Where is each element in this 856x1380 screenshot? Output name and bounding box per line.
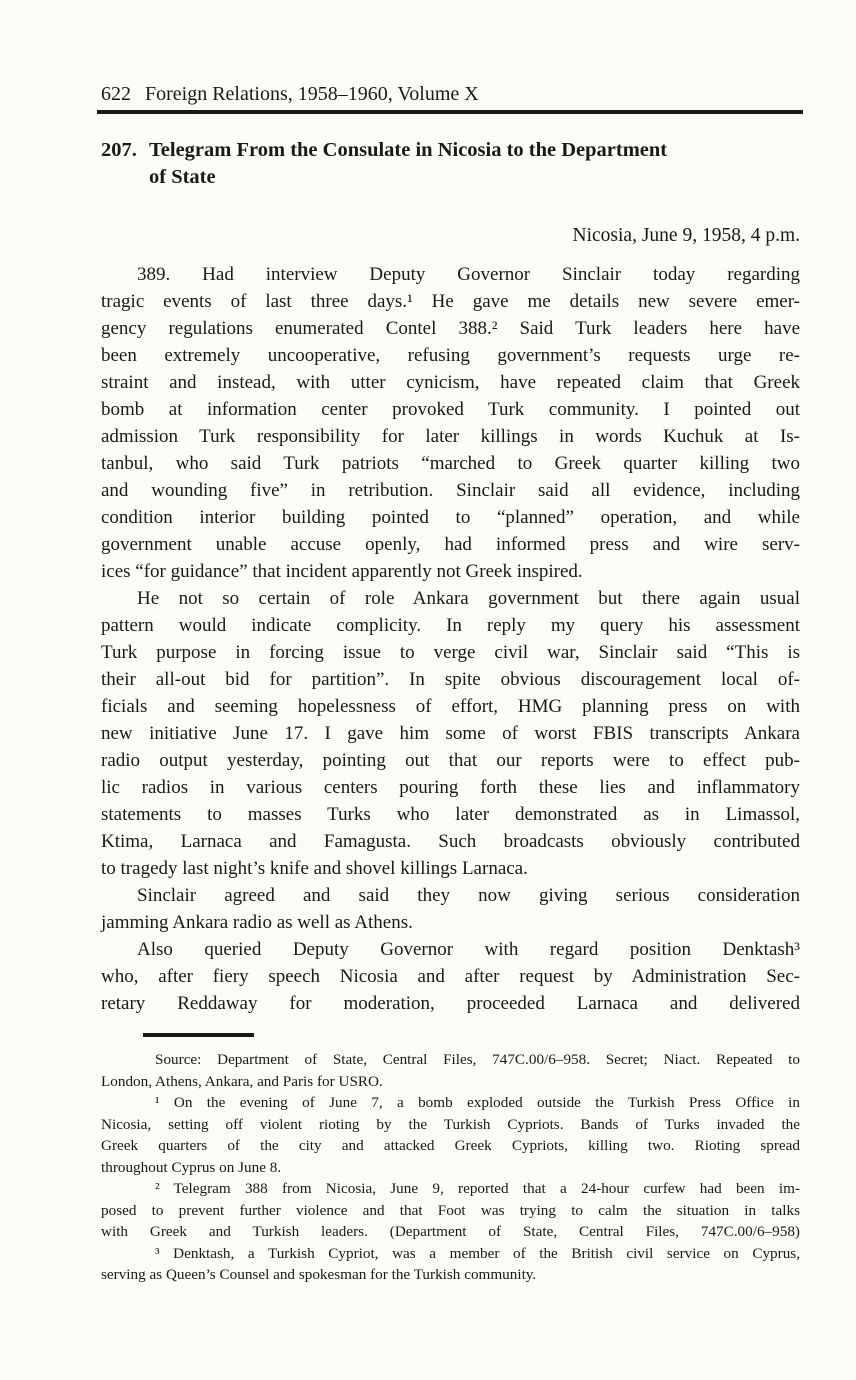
footnote-line: with Greek and Turkish leaders. (Department of State, Central Files, 747C.00/6–958) (101, 1223, 800, 1240)
body-line: retary Reddaway for moderation, proceeded Larnaca and delivered (101, 993, 800, 1014)
footnotes (101, 1049, 800, 1286)
body-line: bomb at information center provoked Turk community. I pointed out (101, 399, 800, 420)
body-line: Also queried Deputy Governor with regard position Denktash³ (137, 939, 800, 960)
dateline: Nicosia, June 9, 1958, 4 p.m. (572, 225, 800, 246)
body-line: admission Turk responsibility for later killings in words Kuchuk at Is- (101, 426, 800, 447)
body-line: condition interior building pointed to “planned” operation, and while (101, 507, 800, 528)
document-title-line: Telegram From the Consulate in Nicosia to the Department (149, 139, 668, 161)
body-line: straint and instead, with utter cynicism, have repeated claim that Greek (101, 372, 800, 393)
body-line: 389. Had interview Deputy Governor Sinclair today regarding (137, 264, 800, 285)
footnote-line: throughout Cyprus on June 8. (101, 1158, 282, 1176)
body-line: pattern would indicate complicity. In reply my query his assessment (101, 615, 800, 636)
footnote-line: ² Telegram 388 from Nicosia, June 9, reported that a 24-hour curfew had been im- (155, 1180, 800, 1197)
body-line: gency regulations enumerated Contel 388.² Said Turk leaders here have (101, 318, 800, 339)
document-number: 207. (101, 139, 137, 161)
body-line: statements to masses Turks who later demonstrated as in Limassol, (101, 804, 800, 825)
body-line: new initiative June 17. I gave him some of worst FBIS transcripts Ankara (101, 723, 800, 744)
body-line: ficials and seeming hopelessness of effort, HMG planning press on with (101, 696, 800, 717)
footnote-line: London, Athens, Ankara, and Paris for USRO. (101, 1072, 383, 1090)
running-title: Foreign Relations, 1958–1960, Volume X (145, 83, 479, 105)
body-line: been extremely uncooperative, refusing government’s requests urge re- (101, 345, 800, 366)
footnote-line: Source: Department of State, Central Files, 747C.00/6–958. Secret; Niact. Repeated to (155, 1051, 800, 1068)
header-rule (97, 110, 803, 114)
body-line: tanbul, who said Turk patriots “marched to Greek quarter killing two (101, 453, 800, 474)
footnote-1 (101, 1092, 800, 1178)
footnote-line: Greek quarters of the city and attacked Greek Cypriots, killing two. Rioting spread (101, 1137, 800, 1154)
source-note (101, 1049, 800, 1092)
body-line: and wounding five” in retribution. Sinclair said all evidence, including (101, 480, 800, 501)
footnote-line: ¹ On the evening of June 7, a bomb exploded outside the Turkish Press Office in (155, 1094, 800, 1111)
document-title (101, 137, 806, 191)
paragraph (101, 261, 800, 585)
footnote-3 (101, 1243, 800, 1286)
paragraph (101, 585, 800, 882)
footnote-line: Nicosia, setting off violent rioting by the Turkish Cypriots. Bands of Turks invaded the (101, 1115, 800, 1133)
body-line: radio output yesterday, pointing out that our reports were to effect pub- (101, 750, 800, 771)
body-line: their all-out bid for partition”. In spite obvious discouragement local of- (101, 669, 800, 690)
body-line: He not so certain of role Ankara government but there again usual (137, 588, 800, 609)
body-line: government unable accuse openly, had informed press and wire serv- (101, 534, 800, 555)
paragraph (101, 882, 800, 936)
footnote-line: ³ Denktash, a Turkish Cypriot, was a member of the British civil service on Cyprus, (155, 1244, 800, 1262)
footnote-rule (143, 1033, 254, 1037)
body-line: jamming Ankara radio as well as Athens. (101, 912, 413, 933)
body-line: Sinclair agreed and said they now giving serious consideration (137, 885, 800, 906)
footnote-line: serving as Queen’s Counsel and spokesman for the Turkish community. (101, 1266, 537, 1283)
body-line: Turk purpose in forcing issue to verge civil war, Sinclair said “This is (101, 642, 800, 663)
running-header (101, 83, 806, 106)
paragraph (101, 936, 800, 1017)
page-number: 622 (101, 83, 131, 105)
document-title-line: of State (149, 166, 216, 188)
footnote-2 (101, 1178, 800, 1243)
document-body (101, 261, 800, 1017)
body-line: Ktima, Larnaca and Famagusta. Such broadcasts obviously contributed (101, 831, 800, 852)
body-line: lic radios in various centers pouring forth these lies and inflammatory (101, 777, 800, 798)
body-line: to tragedy last night’s knife and shovel killings Larnaca. (101, 858, 528, 879)
body-line: who, after fiery speech Nicosia and after request by Administration Sec- (101, 966, 800, 987)
body-line: tragic events of last three days.¹ He gave me details new severe emer- (101, 291, 800, 312)
footnote-line: posed to prevent further violence and that Foot was trying to calm the situation in talks (101, 1201, 800, 1219)
body-line: ices “for guidance” that incident apparently not Greek inspired. (101, 561, 583, 582)
